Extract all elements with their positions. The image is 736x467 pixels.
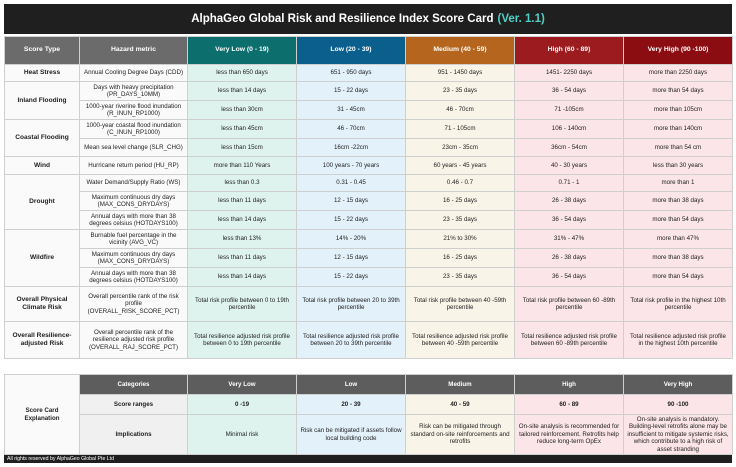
- value-cell: Total resilience adjusted risk profile between 20 to 39th percentile: [297, 322, 406, 359]
- value-cell: 21% to 30%: [406, 230, 515, 249]
- legend-implication: Risk can be mitigated through standard on-site reinforcements and retrofits: [406, 415, 515, 455]
- value-cell: more than 54 days: [624, 82, 733, 101]
- value-cell: 14% - 20%: [297, 230, 406, 249]
- metric-cell: Annual days with more than 38 degrees celsius (HOTDAYS100): [80, 268, 188, 287]
- legend-categories-row: [5, 375, 733, 395]
- value-cell: less than 11 days: [188, 249, 297, 268]
- value-cell: more than 38 days: [624, 192, 733, 211]
- value-cell: less than 11 days: [188, 192, 297, 211]
- table-row: [5, 322, 733, 359]
- value-cell: more than 38 days: [624, 249, 733, 268]
- metric-cell: 1000-year riverine flood inundation (R_INUN_RP1000): [80, 101, 188, 120]
- score-type-cell: Wildfire: [5, 230, 80, 287]
- legend-ranges-row: [5, 395, 733, 415]
- value-cell: Total risk profile between 60 -89th percentile: [515, 287, 624, 322]
- value-cell: Total risk profile between 40 -59th percentile: [406, 287, 515, 322]
- title-bar: [4, 4, 732, 34]
- value-cell: less than 13%: [188, 230, 297, 249]
- legend-range: 20 - 39: [297, 395, 406, 415]
- table-row: [5, 211, 733, 230]
- table-row: [5, 65, 733, 82]
- value-cell: less than 14 days: [188, 268, 297, 287]
- value-cell: 951 - 1450 days: [406, 65, 515, 82]
- value-cell: 31% - 47%: [515, 230, 624, 249]
- score-type-cell: Overall Physical Climate Risk: [5, 287, 80, 322]
- value-cell: 651 - 950 days: [297, 65, 406, 82]
- value-cell: 23 - 35 days: [406, 211, 515, 230]
- header-score-type: Score Type: [5, 37, 80, 65]
- table-row: [5, 101, 733, 120]
- legend-range: 0 -19: [188, 395, 297, 415]
- legend-implications-label: Implications: [80, 415, 188, 455]
- page-title: AlphaGeo Global Risk and Resilience Index Score Card: [191, 13, 494, 25]
- value-cell: 15 - 22 days: [297, 82, 406, 101]
- value-cell: 71 -105cm: [515, 101, 624, 120]
- value-cell: less than 650 days: [188, 65, 297, 82]
- value-cell: more than 54 days: [624, 268, 733, 287]
- score-type-cell: Wind: [5, 157, 80, 175]
- header-medium: Medium (40 - 59): [406, 37, 515, 65]
- value-cell: 0.31 - 0.45: [297, 175, 406, 192]
- value-cell: 23cm - 35cm: [406, 139, 515, 157]
- metric-cell: Days with heavy precipitation (PR_DAYS_10MM): [80, 82, 188, 101]
- header-row: [5, 37, 733, 65]
- value-cell: 36cm - 54cm: [515, 139, 624, 157]
- table-row: [5, 230, 733, 249]
- value-cell: more than 110 Years: [188, 157, 297, 175]
- header-hazard-metric: Hazard metric: [80, 37, 188, 65]
- header-very-high: Very High (90 -100): [624, 37, 733, 65]
- legend-categories-label: Categories: [80, 375, 188, 395]
- score-type-cell: Inland Flooding: [5, 82, 80, 120]
- value-cell: 12 - 15 days: [297, 249, 406, 268]
- footer-copyright: All rights reserved by AlphaGeo Global Pte Ltd: [4, 455, 732, 463]
- legend-section-label: Score Card Explanation: [5, 375, 80, 455]
- value-cell: less than 45cm: [188, 120, 297, 139]
- legend-implication: Risk can be mitigated if assets follow local building code: [297, 415, 406, 455]
- value-cell: 46 - 70cm: [297, 120, 406, 139]
- value-cell: more than 54 cm: [624, 139, 733, 157]
- value-cell: 26 - 38 days: [515, 192, 624, 211]
- value-cell: more than 1: [624, 175, 733, 192]
- table-row: [5, 268, 733, 287]
- value-cell: 71 - 105cm: [406, 120, 515, 139]
- table-row: [5, 192, 733, 211]
- legend-range: 90 -100: [624, 395, 733, 415]
- value-cell: 100 years - 70 years: [297, 157, 406, 175]
- value-cell: less than 14 days: [188, 211, 297, 230]
- metric-cell: Burnable fuel percentage in the vicinity (AVG_VC): [80, 230, 188, 249]
- value-cell: 16 - 25 days: [406, 192, 515, 211]
- value-cell: Total risk profile between 20 to 39th percentile: [297, 287, 406, 322]
- metric-cell: Overall percentile rank of the resilience adjusted risk profile (OVERALL_RAJ_SCORE_PCT): [80, 322, 188, 359]
- value-cell: less than 30 years: [624, 157, 733, 175]
- table-row: [5, 249, 733, 268]
- value-cell: 15 - 22 days: [297, 268, 406, 287]
- version-label: (Ver. 1.1): [497, 13, 545, 25]
- legend-category-high: High: [515, 375, 624, 395]
- score-type-cell: Drought: [5, 175, 80, 230]
- legend-category-medium: Medium: [406, 375, 515, 395]
- legend-implication: Minimal risk: [188, 415, 297, 455]
- hazard-table: [4, 36, 733, 359]
- score-type-cell: Coastal Flooding: [5, 120, 80, 157]
- value-cell: 0.71 - 1: [515, 175, 624, 192]
- legend-range: 60 - 89: [515, 395, 624, 415]
- metric-cell: Maximum continuous dry days (MAX_CONS_DRYDAYS): [80, 249, 188, 268]
- value-cell: Total resilience adjusted risk profile between 0 to 19th percentile: [188, 322, 297, 359]
- value-cell: more than 47%: [624, 230, 733, 249]
- legend-implication: On-site analysis is recommended for tailored reinforcement. Retrofits help reduce long-term OpEx: [515, 415, 624, 455]
- value-cell: 1451- 2250 days: [515, 65, 624, 82]
- value-cell: 36 - 54 days: [515, 211, 624, 230]
- legend-table: [4, 374, 733, 455]
- value-cell: 60 years - 45 years: [406, 157, 515, 175]
- metric-cell: Water Demand/Supply Ratio (WS): [80, 175, 188, 192]
- value-cell: 16 - 25 days: [406, 249, 515, 268]
- table-row: [5, 157, 733, 175]
- value-cell: Total risk profile in the highest 10th percentile: [624, 287, 733, 322]
- value-cell: less than 15cm: [188, 139, 297, 157]
- metric-cell: Hurricane return period (HU_RP): [80, 157, 188, 175]
- value-cell: 15 - 22 days: [297, 211, 406, 230]
- value-cell: 23 - 35 days: [406, 82, 515, 101]
- value-cell: more than 54 days: [624, 211, 733, 230]
- table-row: [5, 287, 733, 322]
- legend-implications-row: [5, 415, 733, 455]
- value-cell: Total resilience adjusted risk profile in the highest 10th percentile: [624, 322, 733, 359]
- value-cell: more than 140cm: [624, 120, 733, 139]
- legend-category-low: Low: [297, 375, 406, 395]
- metric-cell: Overall percentile rank of the risk profile (OVERALL_RISK_SCORE_PCT): [80, 287, 188, 322]
- value-cell: Total risk profile between 0 to 19th percentile: [188, 287, 297, 322]
- value-cell: 12 - 15 days: [297, 192, 406, 211]
- value-cell: 16cm -22cm: [297, 139, 406, 157]
- value-cell: 0.46 - 0.7: [406, 175, 515, 192]
- metric-cell: Mean sea level change (SLR_CHG): [80, 139, 188, 157]
- value-cell: Total resilience adjusted risk profile between 60 -89th percentile: [515, 322, 624, 359]
- value-cell: 26 - 38 days: [515, 249, 624, 268]
- value-cell: more than 105cm: [624, 101, 733, 120]
- table-row: [5, 139, 733, 157]
- table-row: [5, 120, 733, 139]
- table-row: [5, 175, 733, 192]
- score-type-cell: Heat Stress: [5, 65, 80, 82]
- score-type-cell: Overall Resilience-adjusted Risk: [5, 322, 80, 359]
- value-cell: Total resilience adjusted risk profile between 40 -59th percentile: [406, 322, 515, 359]
- header-low: Low (20 - 39): [297, 37, 406, 65]
- legend-implication: On-site analysis is mandatory. Building-level retrofits alone may be insufficient to mitigate systemic risks, which contribute to a high risk of asset stranding: [624, 415, 733, 455]
- value-cell: less than 14 days: [188, 82, 297, 101]
- metric-cell: 1000-year coastal flood inundation (C_INUN_RP1000): [80, 120, 188, 139]
- value-cell: 31 - 45cm: [297, 101, 406, 120]
- value-cell: less than 30cm: [188, 101, 297, 120]
- metric-cell: Annual Cooling Degree Days (CDD): [80, 65, 188, 82]
- value-cell: 36 - 54 days: [515, 82, 624, 101]
- legend-range: 40 - 59: [406, 395, 515, 415]
- value-cell: 23 - 35 days: [406, 268, 515, 287]
- legend-ranges-label: Score ranges: [80, 395, 188, 415]
- value-cell: 40 - 30 years: [515, 157, 624, 175]
- value-cell: more than 2250 days: [624, 65, 733, 82]
- value-cell: 36 - 54 days: [515, 268, 624, 287]
- legend-category-very-high: Very High: [624, 375, 733, 395]
- metric-cell: Maximum continuous dry days (MAX_CONS_DRYDAYS): [80, 192, 188, 211]
- header-high: High (60 - 89): [515, 37, 624, 65]
- table-row: [5, 82, 733, 101]
- value-cell: 46 - 70cm: [406, 101, 515, 120]
- value-cell: less than 0.3: [188, 175, 297, 192]
- metric-cell: Annual days with more than 38 degrees celsius (HOTDAYS100): [80, 211, 188, 230]
- score-card-page: [4, 4, 732, 463]
- value-cell: 106 - 140cm: [515, 120, 624, 139]
- legend-category-very-low: Very Low: [188, 375, 297, 395]
- header-very-low: Very Low (0 - 19): [188, 37, 297, 65]
